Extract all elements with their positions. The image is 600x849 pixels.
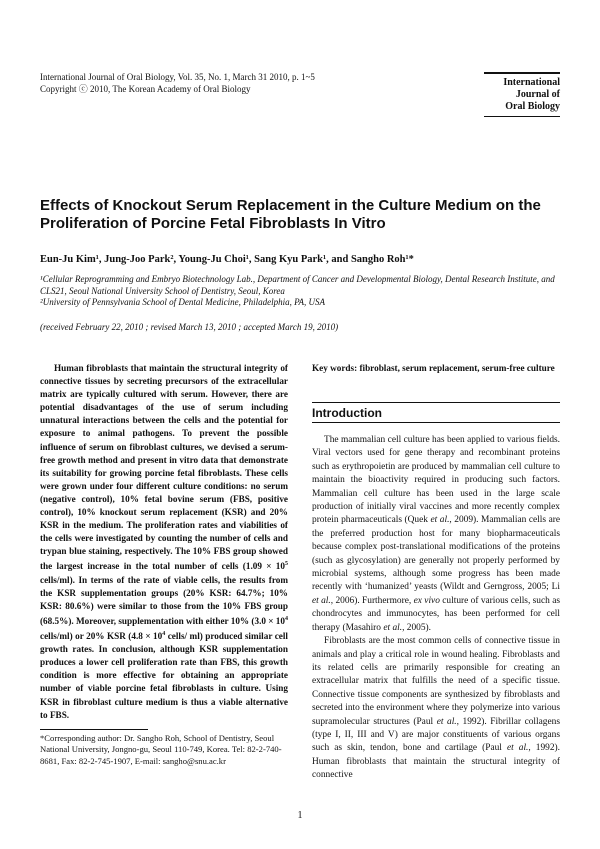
journal-logo-line-1: International (503, 77, 560, 88)
journal-logo-line-2: Journal of (515, 89, 560, 100)
text-run-italic: et al. (383, 622, 403, 633)
text-run: , 1992). Fibrillar collagens (type I, II, III and V) are major constituents of various organs such as skin, tendon, bone and cartilage (Paul (312, 716, 560, 754)
text-run: , 2006). Furthermore, (330, 595, 414, 606)
text-run: , 2005). (402, 622, 431, 633)
text-run: culture of various cells, such as chondrocytes and immunocytes, has been performed for cell therapy (Masahiro (312, 595, 560, 633)
affiliation-1: ¹Cellular Reprogramming and Embryo Biotechnology Lab., Department of Cancer and Developmental Biology, Dental Research Institute, and CLS21, Seoul National University School of Dentistry, Seoul, Korea (40, 274, 555, 296)
text-run: The mammalian cell culture has been applied to various fields. Viral vectors used for gene therapy and recombinant proteins such as erythropoietin are produced by mammalian cell culture to maintain the bioactivity required in producing such factors. Mammalian cell culture has been used in the large scale production of initially viral vaccines and more recently complex protein pharmaceuticals (Quek (312, 435, 560, 526)
text-run-italic: et al. (506, 743, 529, 754)
section-heading-introduction: Introduction (312, 406, 382, 420)
footnote-divider (40, 729, 148, 730)
abstract-text: Human fibroblasts that maintain the structural integrity of connective tissues by secreting precursors of the extracellular matrix are typically cultured with serum. However, there are potential disadvantages of the use of serum including unnatural interactions between the cells and the potential for exposure to animal pathogens. To prevent the possible influence of serum on fibroblast cultures, we devised a serum-free growth method and present in vitro data that demonstrate its suitability for growing porcine fetal fibroblasts. These cells were grown under four different culture conditions: no serum (negative control), 10% fetal bovine serum (FBS, positive control), 10% knockout serum replacement (KSR) and 20% KSR in the medium. The proliferation rates and viabilities of the cells were investigated by counting the number of cells and trypan blue staining, respectively. The 10% FBS group showed the largest increase in the total number of cells (1.09 × 10 (40, 363, 288, 572)
abstract-text: cells/ml) or 20% KSR (4.8 × 10 (40, 631, 163, 642)
author-list: Eun-Ju Kim¹, Jung-Joo Park², Young-Ju Choi¹, Sang Kyu Park¹, and Sangho Roh¹* (40, 254, 414, 265)
introduction-body (312, 434, 560, 783)
text-run: Fibroblasts are the most common cells of connective tissue in animals and play a critical role in wound healing. Fibroblasts and its related cells are primarily responsible for creating an extracellular matrix that fulfills the need of a specific tissue. Connective tissue components are synthesized by fibroblasts and secreted into the environment where they polymerize into various supramolecular structures (Paul (312, 636, 560, 727)
journal-logo-line-3: Oral Biology (505, 101, 560, 112)
abstract (40, 362, 288, 722)
section-rule-top (312, 402, 560, 403)
abstract-text: cells/ ml) produced similar cell growth rates. In conclusion, although KSR supplementation produces a lower cell proliferation rate than FBS, this growth condition is more effective for obtaining an appropriate number of viable porcine fetal fibroblasts in culture. Using KSR in fibroblast culture medium is thus a viable alternative to FBS. (40, 631, 288, 720)
article-title: Effects of Knockout Serum Replacement in the Culture Medium on the Proliferation of Porcine Fetal Fibroblasts In Vitro (40, 197, 541, 232)
affiliation-2: ²University of Pennsylvania School of Dental Medicine, Philadelphia, PA, USA (40, 297, 325, 307)
copyright-line: Copyright ⓒ 2010, The Korean Academy of Oral Biology (40, 84, 251, 94)
exponent: 4 (162, 631, 166, 637)
paragraph (312, 635, 560, 782)
exponent: 4 (285, 615, 288, 622)
journal-citation (40, 71, 460, 95)
keywords: Key words: fibroblast, serum replacement, serum-free culture (312, 363, 555, 373)
affiliations (40, 274, 560, 309)
text-run: , 2009). Mammalian cells are the preferred production host for many biopharmaceuticals because complex post-translational modifications of the proteins (such as glycosylation) are generally not properly performed by microbial systems, although some progress has been made recently with ‘humanized’ yeasts (Wildt and Gerngross, 2005; Li (312, 515, 561, 593)
paragraph (312, 434, 560, 635)
received-dates: (received February 22, 2010 ; revised March 13, 2010 ; accepted March 19, 2010) (40, 322, 339, 332)
section-rule-bottom (312, 422, 560, 423)
text-run-italic: ex vivo (413, 595, 440, 606)
text-run: , 1992). Human fibroblasts that maintain the structural integrity of connective (312, 743, 561, 781)
corresponding-author-footnote: *Corresponding author: Dr. Sangho Roh, School of Dentistry, Seoul National University, Jongno-gu, Seoul 110-749, Korea. Tel: 82-2-740-8681, Fax: 82-2-745-1907, E-mail: sangho@snu.ac.kr (40, 733, 282, 766)
text-run-italic: et al. (430, 515, 450, 526)
abstract-text: cells/ml). In terms of the rate of viable cells, the results from the KSR supplementation groups (20% KSR: 64.7%; 10% KSR: 80.6%) were similar to those from the 10% FBS group (68.5%). Moreover, supplementation with either 10% (3.0 × 10 (40, 574, 288, 626)
exponent: 5 (285, 561, 288, 568)
text-run-italic: et al. (312, 595, 331, 606)
journal-logo-box (484, 72, 560, 117)
page-number: 1 (297, 810, 303, 821)
text-run-italic: et al. (436, 716, 457, 727)
citation-line: International Journal of Oral Biology, Vol. 35, No. 1, March 31 2010, p. 1~5 (40, 72, 315, 82)
